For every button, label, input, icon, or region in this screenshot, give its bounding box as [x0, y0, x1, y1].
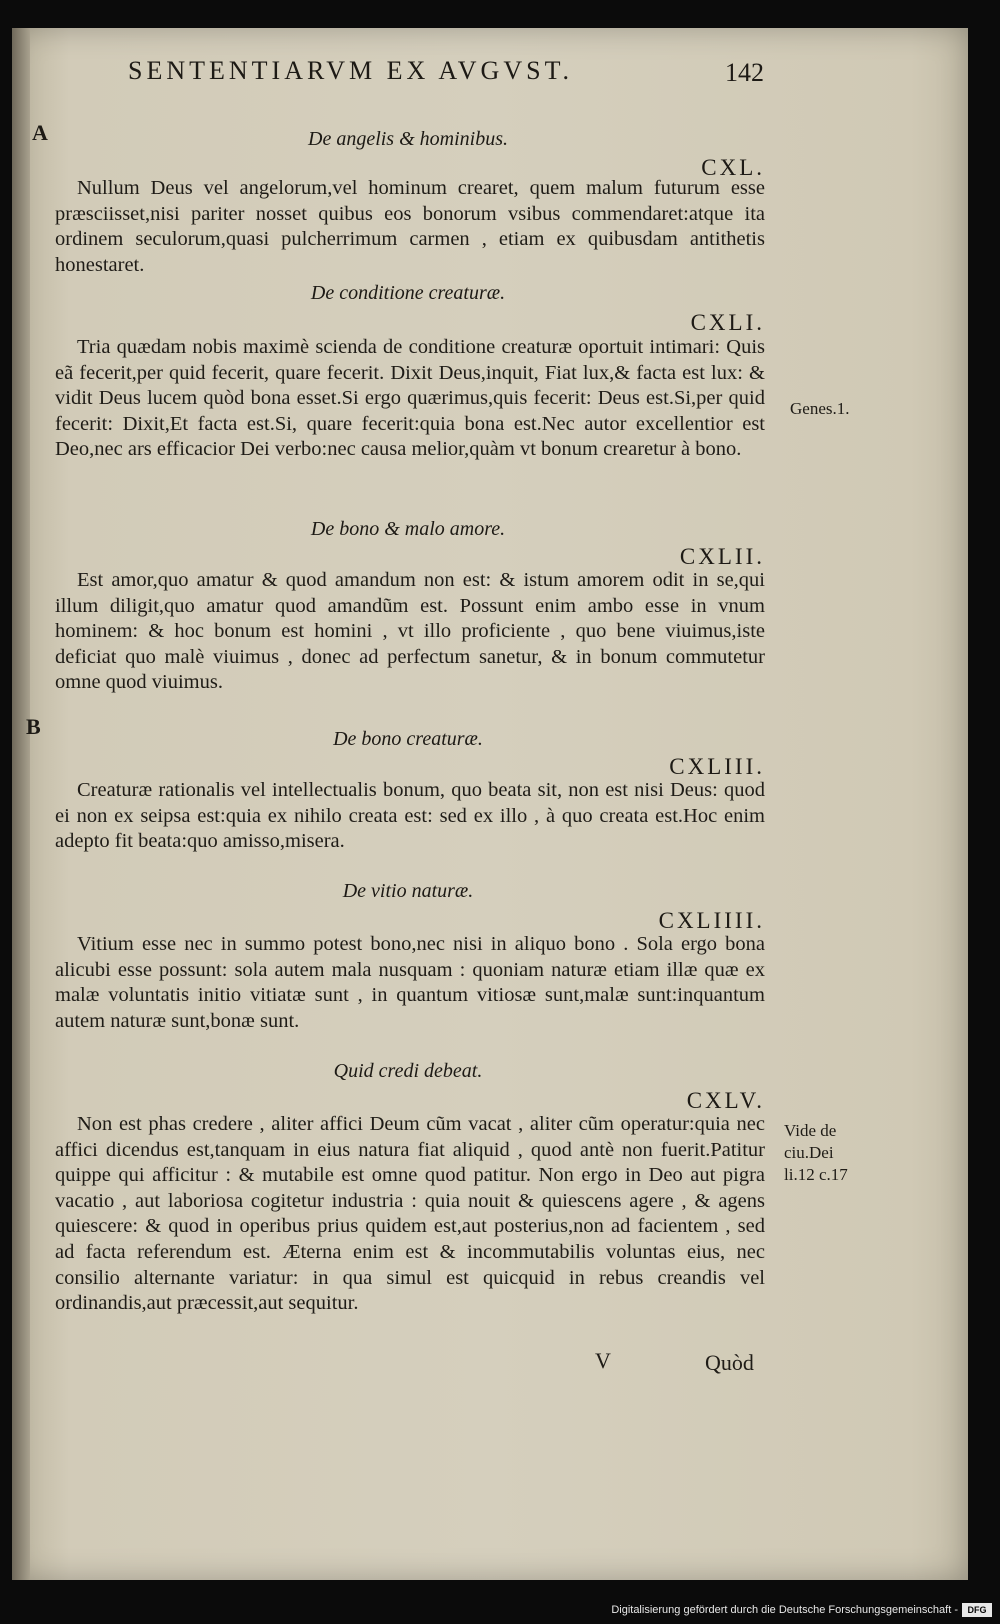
section-number: CXLII.	[679, 544, 765, 569]
section-heading: Quid credi debeat.	[333, 1060, 483, 1082]
section-text: Vitium esse nec in summo potest bono,nec nisi in aliquo bono . Sola ergo bona alicubi esse possunt: sola autem mala nusquam : quoniam naturæ etiam illæ quæ ex malæ voluntatis initio vitiatæ sunt , in quantum vitiosæ sunt,malæ sunt:inquantum autem naturæ sunt,bonæ sunt.	[55, 933, 765, 1032]
section-number: CXLIIII.	[658, 908, 765, 933]
section-heading: De angelis & hominibus.	[308, 128, 508, 150]
section-number: CXLV.	[686, 1088, 765, 1113]
section-text: Nullum Deus vel angelorum,vel hominum crearet, quem malum futurum esse præsciisset,nisi pariter nosset quibus eos bonorum vsibus commendaret:atque ita ordinem seculorum,quasi pulcherrimum carmen , etiam ex quibusdam antithetis honestaret.	[55, 177, 765, 276]
marginal-note-line: ciu.Dei	[784, 1143, 834, 1162]
section-text: Tria quædam nobis maximè scienda de conditione creaturæ oportuit intimari: Quis eã fecerit,per quid fecerit, quare fecerit. Dixit Deus,inquit, Fiat lux,& facta est lux: & vidit Deus lucem quòd bona esset.Si ergo quærimus,quis fecerit: Deus est.Si,per quid fecerit: Dixit,Et facta est.Si, quare fecerit:quia bona est.Nec autor excellentior est Deo,nec ars efficacior Dei verbo:nec causa melior,quàm vt bonum crearetur à bono.	[55, 336, 765, 461]
section-text: Non est phas credere , aliter affici Deum cũm vacat , aliter cũm operatur:quia nec affici dicendus est,tanquam in eius natura fiat aliquid , quod antè non fuerit.Patitur quippe qui afficitur : & mutabile est omne quod patitur. Non ergo in Deo aut pigra vacatio , aut laboriosa cogitetur industria : quia nouit & quiescens agere , & agens quiescere: & quod in operibus prius quidem est,aut posterius,non ad facientem , sed ad facta referendum est. Æterna enim est & incommutabilis voluntas eius, nec consilio alternante variatur: in qua simul est quicquid in rebus creandis vel ordinandis,aut præcessit,aut sequitur.	[55, 1113, 765, 1315]
running-title: SENTENTIARVM EX AVGVST.	[128, 56, 574, 85]
folio-number: 142	[725, 58, 764, 87]
section-heading: De vitio naturæ.	[342, 880, 474, 902]
section-heading: De conditione creaturæ.	[310, 282, 506, 304]
scan-footer	[0, 1580, 1000, 1624]
dfg-logo: DFG	[962, 1603, 992, 1617]
marginal-note-line: li.12 c.17	[784, 1165, 848, 1184]
section-text: Est amor,quo amatur & quod amandum non est: & istum amorem odit in se,qui illum diligit,quo amatur quod amandũm est. Possunt enim ambo esse in vnum hominem: & hoc bonum est homini , vt illo proficiente , quo bene viuimus,iste deficiat quo malè viuimus , donec ad perfectum sanetur, & in bonum commutetur omne quod viuimus.	[55, 569, 765, 694]
section-marker-b: B	[26, 714, 41, 739]
section-marker-a: A	[32, 120, 48, 145]
section-number: CXLIII.	[669, 754, 765, 779]
section-heading: De bono creaturæ.	[333, 728, 483, 750]
section-heading: De bono & malo amore.	[310, 518, 506, 540]
catchword: Quòd	[705, 1350, 754, 1375]
section-number: CXL.	[701, 155, 765, 180]
section-number: CXLI.	[690, 310, 765, 335]
signature-mark: V	[595, 1348, 611, 1373]
digitization-credit: Digitalisierung gefördert durch die Deutsche Forschungsgemeinschaft -	[611, 1604, 958, 1616]
page-gutter	[12, 28, 30, 1580]
section-text: Creaturæ rationalis vel intellectualis bonum, quo beata sit, non est nisi Deus: quod ei non ex seipsa est:quia ex nihilo creata est: sed ex illo , à quo creata est.Hoc enim adepto fit beata:quo amisso,misera.	[55, 779, 765, 853]
marginal-note-line: Vide de	[784, 1121, 837, 1140]
marginal-note-civitas	[784, 1120, 848, 1186]
marginal-note-genesis: Genes.1.	[790, 399, 850, 418]
